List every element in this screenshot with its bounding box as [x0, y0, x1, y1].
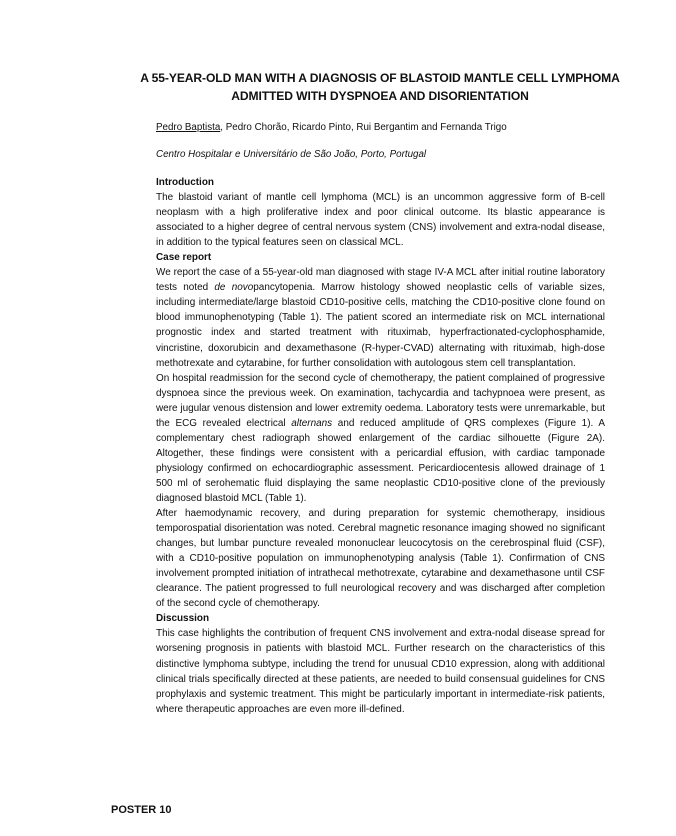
poster-label: POSTER 10: [111, 804, 172, 816]
affiliation: Centro Hospitalar e Universitário de São João, Porto, Portugal: [156, 149, 427, 160]
abstract-body: [156, 175, 605, 717]
discussion-heading: Discussion: [156, 613, 210, 625]
case-report-paragraph-3: After haemodynamic recovery, and during preparation for systemic chemotherapy, insidious temporospatial disorientation was noted. Cerebral magnetic resonance imaging showed no significant changes, but lumbar puncture revealed mononuclear leucocytosis on the cerebrospinal fluid (CSF), with a CD10-positive population on immunophenotyping analysis (Table 1). Confirmation of CNS involvement prompted initiation of intrathecal methotrexate, cytarabine and dexamethasone until CSF clearance. The patient progressed to full neurological recovery and was discharged after completion of the second cycle of chemotherapy.: [156, 508, 605, 610]
document-title: A 55-YEAR-OLD MAN WITH A DIAGNOSIS OF BLASTOID MANTLE CELL LYMPHOMA ADMITTED WITH DYSPNOEA AND DISORIENTATION: [140, 71, 620, 103]
case-report-heading: Case report: [156, 252, 212, 264]
italic-term: de novo: [214, 282, 254, 294]
author-list: [156, 121, 507, 134]
presenting-author: Pedro Baptista: [156, 122, 221, 133]
introduction-heading: Introduction: [156, 177, 214, 188]
introduction-paragraph: The blastoid variant of mantle cell lymphoma (MCL) is an uncommon aggressive form of B-cell neoplasm with a high proliferative index and poor clinical outcome. Its blastic appearance is associated to a higher degree of central nervous system (CNS) involvement and extra-nodal disease, in addition to the typical features seen on classical MCL.: [156, 192, 605, 249]
case-report-paragraph-2: On hospital readmission for the second cycle of chemotherapy, the patient complained of progressive dyspnoea since the previous week. On examination, tachycardia and tachypnoea were present, as were jugular venous distension and lower extremity oedema. Laboratory tests were unremarkable, but the ECG revealed electrical alternans and reduced amplitude of QRS complexes (Figure 1). A complementary chest radiograph showed enlargement of the cardiac silhouette (Figure 2A). Altogether, these findings were consistent with a pericardial effusion, with cardiac tamponade physiology confirmed on echocardiographic assessment. Pericardiocentesis allowed drainage of 1 500 ml of serohematic fluid displaying the same neoplastic CD10-positive clone of the previously diagnosed blastoid MCL (Table 1).: [156, 372, 605, 504]
discussion-paragraph: This case highlights the contribution of frequent CNS involvement and extra-nodal disease spread for worsening prognosis in patients with blastoid MCL. Further research on the characteristics of this distinctive lymphoma subtype, including the trend for unusual CD10 expression, along with additional clinical trials specifically directed at these patients, are needed to build consensual guidelines for CNS prophylaxis and systemic treatment. This might be particularly important in intermediate-risk patients, where therapeutic approaches are even more ill-defined.: [156, 628, 605, 715]
case-report-paragraph-1: We report the case of a 55-year-old man diagnosed with stage IV-A MCL after initial routine laboratory tests noted de novopancytopenia. Marrow histology showed neoplastic cells of variable sizes, including intermediate/large blastoid CD10-positive cells, matching the CD10-positive clone found on blood immunophenotyping (Table 1). The patient scored an intermediate risk on MCL international prognostic index and started treatment with rituximab, hyperfractionated-cyclophosphamide, vincristine, doxorubicin and dexamethasone (R-hyper-CVAD) alternating with rituximab, high-dose methotrexate and cytarabine, for further consolidation with autologous stem cell transplantation.: [156, 267, 605, 369]
co-authors: , Pedro Chorão, Ricardo Pinto, Rui Bergantim and Fernanda Trigo: [220, 122, 507, 133]
italic-term: alternans: [291, 417, 333, 429]
